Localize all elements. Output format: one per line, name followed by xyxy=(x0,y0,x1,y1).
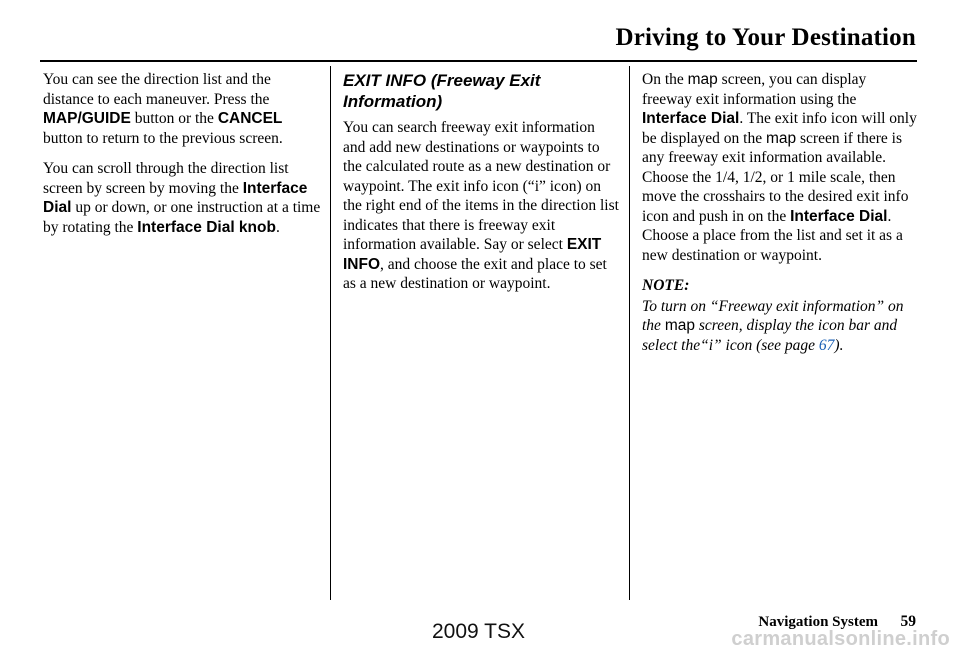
paragraph-exit-info xyxy=(343,118,621,294)
footer-section-name: Navigation System xyxy=(758,614,878,630)
paragraph-direction-list xyxy=(43,70,321,148)
note-label: NOTE: xyxy=(642,277,690,294)
text: up or down, or one instruction at a time by rotating the xyxy=(43,199,321,236)
cancel-key-label: CANCEL xyxy=(217,110,283,127)
map-screen-label: map xyxy=(687,71,718,88)
section-heading-exit-info: EXIT INFO (Freeway Exit Information) xyxy=(343,71,541,111)
note-body xyxy=(642,298,904,354)
paragraph-map-screen xyxy=(642,70,920,265)
interface-dial-label: Interface Dial xyxy=(642,110,740,127)
text: screen, display the icon bar and select the“i” icon (see page xyxy=(642,317,898,354)
column-right xyxy=(642,70,920,355)
text: . xyxy=(275,218,280,236)
map-screen-label: map xyxy=(765,129,797,147)
interface-dial-label: Interface Dial xyxy=(43,179,308,216)
text: You can search freeway exit information and add new destinations or waypoints to the calculated route as a new destination or waypoint. The exit info icon (“i” icon) on the right end of the items in the direction list indicates that there is freeway exit information available. Say or select xyxy=(343,119,619,253)
column-middle xyxy=(343,70,621,305)
text: screen if there is any freeway exit information available. Choose the 1/4, 1/2, or 1 mile scale, then move the crosshairs to the desired exit info icon and push in on the xyxy=(642,129,909,225)
text: . Choose a place from the list and set it as a new destination or waypoint. xyxy=(642,207,903,264)
text: screen, you can display freeway exit information using the xyxy=(642,71,867,108)
text: button to return to the previous screen. xyxy=(43,129,283,147)
exit-info-key-label: EXIT INFO xyxy=(343,236,602,273)
watermark: carmanualsonline.info xyxy=(731,628,950,650)
text: ). xyxy=(834,336,844,354)
map-screen-label: map xyxy=(664,317,695,334)
text: . The exit info icon will only be displayed on the xyxy=(642,110,917,147)
interface-dial-label: Interface Dial xyxy=(790,207,888,225)
text: On the xyxy=(642,71,688,88)
page-title: Driving to Your Destination xyxy=(615,24,916,51)
header-rule xyxy=(40,60,917,62)
column-divider xyxy=(629,66,630,600)
interface-dial-knob-label: Interface Dial knob xyxy=(137,218,276,236)
text: button or the xyxy=(130,110,218,127)
page-number: 59 xyxy=(900,613,916,630)
text: , and choose the exit and place to set as a new destination or waypoint. xyxy=(343,255,607,292)
page-reference-link[interactable]: 67 xyxy=(818,336,835,354)
text: You can scroll through the direction list screen by screen by moving the xyxy=(43,160,289,197)
note-block xyxy=(642,276,920,355)
map-guide-key-label: MAP/GUIDE xyxy=(43,110,131,127)
text: You can see the direction list and the distance to each maneuver. Press the xyxy=(43,71,271,108)
paragraph-scroll xyxy=(43,159,321,237)
column-divider xyxy=(330,66,331,600)
column-left xyxy=(43,70,321,248)
text: To turn on “Freeway exit information” on the xyxy=(642,297,904,334)
model-label: 2009 TSX xyxy=(432,620,526,643)
